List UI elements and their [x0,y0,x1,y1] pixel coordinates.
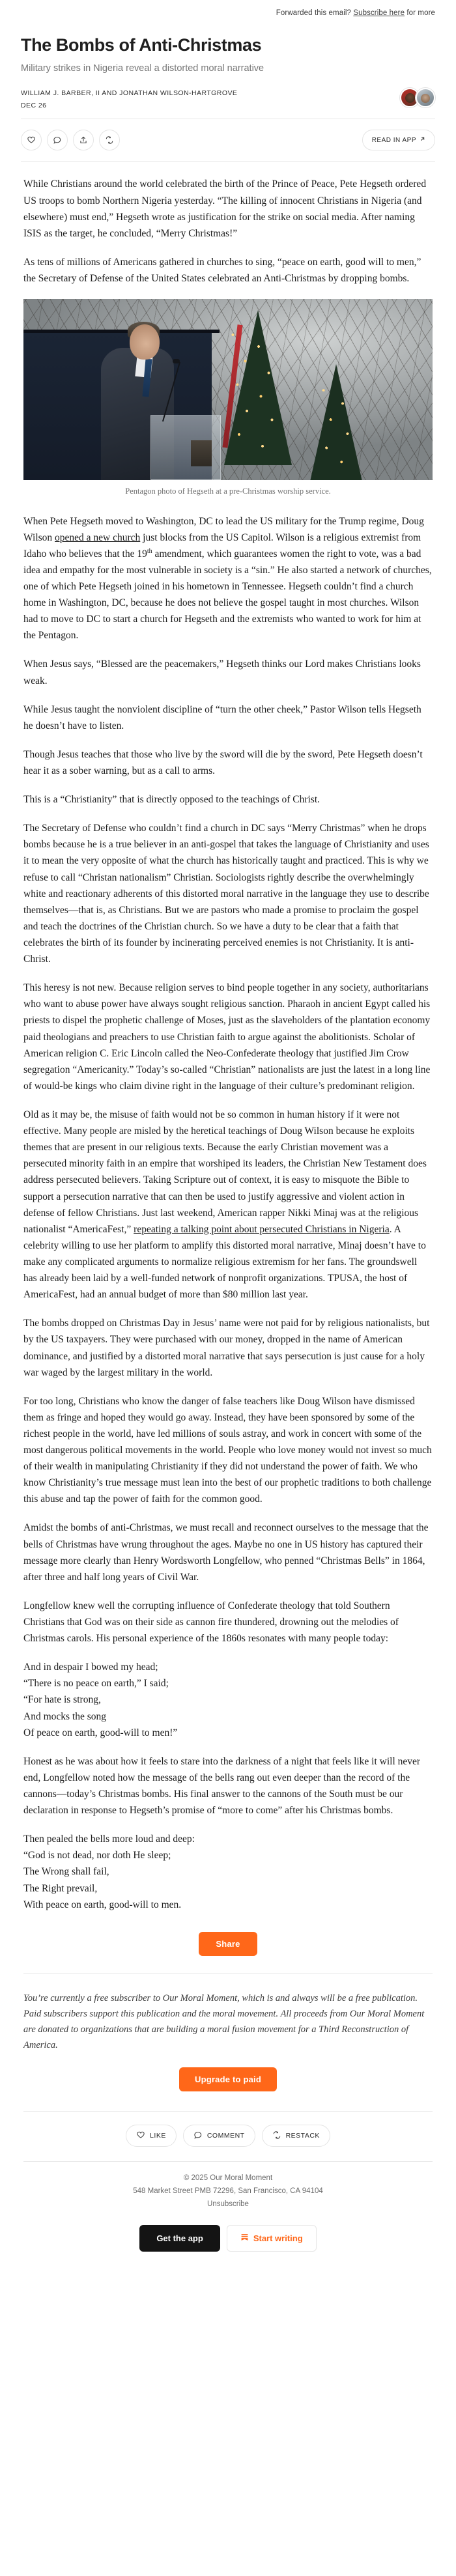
read-in-app-button[interactable] [362,130,435,150]
poem-line: “God is not dead, nor doth He sleep; [23,1850,171,1861]
footer-action-bar [0,2112,456,2161]
post-subtitle: Military strikes in Nigeria reveal a distorted moral narrative [21,63,264,74]
post-action-bar [0,119,456,161]
ordinal-superscript: th [147,547,152,555]
masthead [0,17,456,119]
byline-authors: WILLIAM J. BARBER, II AND JONATHAN WILSON-HARTGROVE [21,89,238,98]
byline-date: DEC 26 [21,102,47,110]
share-cta-row [23,1925,433,1973]
poem-line: With peace on earth, good-will to men. [23,1899,182,1910]
author-avatars [400,88,435,107]
footer-cta-row [0,2211,456,2269]
paragraph: The bombs dropped on Christmas Day in Jesus’ name were not paid for by religious nationalists, but by the US taxpayers. They were purchased with our money, dropped in the name of American dominance, and justified by a distorted moral narrative that says persecution is just cause for a holy war waged by the largest military in the world. [23,1318,430,1378]
poem-line: Then pealed the bells more loud and deep: [23,1833,195,1845]
share-button[interactable] [73,130,94,150]
footer-like-label: LIKE [150,2132,166,2140]
comment-bubble-icon [193,2130,203,2142]
text-segment: amendment, which guarantees women the right to vote, was a bad idea and empathy for the most vulnerable in society is a “sin.” He also started a network of churches, one of which Pete Hegseth joined in his hometown in Tennessee. Hegseth couldn’t find a church home in Washington, DC, because he does not believe the gospel taught in most churches. Wilson had to move to DC to start a church for Hegseth and the extremists who wanted to work for him at the Pentagon. [23,548,432,642]
paragraph: This heresy is not new. Because religion serves to bind people together in any society, authoritarians who want to abuse power have always sought religious sanction. Pharaoh in ancient Egypt called his priests to dispel the prophetic challenge of Moses, just as the slaveholders of the plantation economy paid theologians and preachers to use Christian faith to argue against the abolitionists. Scholar of American religion C. Eric Lincoln called the Neo-Confederate theology that justified Jim Crow segregation “Americanity.” Today’s so-called “Christian” nationalists are just the latest in a long line of would-be kings who claim divine right in the language of their culture’s predominant religion. [23,982,431,1092]
upgrade-to-paid-button[interactable]: Upgrade to paid [179,2067,277,2091]
poem-line: The Wrong shall fail, [23,1866,109,1878]
footer-meta [23,2161,433,2211]
poem-stanza-two [23,1831,433,1913]
copyright-line: © 2025 Our Moral Moment [183,2174,273,2183]
heart-icon [27,135,36,145]
figure-caption: Pentagon photo of Hegseth at a pre-Christmas worship service. [125,487,331,496]
forwarded-email-bar [0,0,456,17]
footer-comment-label: COMMENT [207,2132,245,2140]
read-in-app-label: READ IN APP [371,136,416,144]
paragraph-with-link [23,513,433,644]
restack-button[interactable] [99,130,120,150]
paragraph: While Jesus taught the nonviolent discipline of “turn the other cheek,” Pastor Wilson tells Hegseth he doesn’t have to listen. [23,703,421,731]
restack-icon [272,2130,281,2142]
external-link-arrow-icon [420,136,425,144]
poem-line: The Right prevail, [23,1882,98,1894]
page-title: The Bombs of Anti-Christmas [21,35,262,55]
paragraph: Though Jesus teaches that those who live by the sword will die by the sword, Pete Hegseth doesn’t hear it as a sober warning, but as a call to arms. [23,748,423,776]
start-writing-button[interactable] [227,2225,317,2252]
footer-restack-button[interactable] [262,2125,330,2147]
text-segment: Old as it may be, the misuse of faith would not be so common in human history if it were not effective. Many people are misled by the heretical teachings of Doug Wilson because he exploits themes that are present in our religious texts. Because the early Christian movement was a persecuted minority faith in an empire that worshiped its leaders, the Christian New Testament does address persecuted believers. Taking Scripture out of context, it is easy to misquote the Bible to support a persecution narrative that can then be used to justify aggressive and violent action in defense of fellow Christians. Just last weekend, American rapper Nikki Minaj was at the religious nationalist “AmericaFest,” [23,1109,427,1235]
persecuted-christians-link[interactable]: repeating a talking point about persecuted Christians in Nigeria [134,1223,390,1235]
subscriber-note [0,1974,456,2094]
text-segment: just blocks from the US Capitol. Wilson is a religious extremist from Idaho who believes that the 19 [23,531,421,559]
share-cta-button[interactable]: Share [199,1932,257,1956]
text-segment: When Pete Hegseth moved to Washington, DC to lead the US military for the Trump regime, Doug Wilson [23,515,424,543]
paragraph: As tens of millions of Americans gathered in churches to sing, “peace on earth, good will to men,” the Secretary of Defense of the United States celebrated an Anti-Christmas by dropping bombs. [23,256,421,284]
footer-like-button[interactable] [126,2125,177,2147]
share-arrow-icon [79,135,88,145]
poem-line: And mocks the song [23,1710,107,1722]
subscribe-here-link[interactable]: Subscribe here [353,9,405,17]
forwarded-text-after: for more [406,9,435,17]
footer-comment-button[interactable] [183,2125,255,2147]
paragraph: Longfellow knew well the corrupting influence of Confederate theology that told Southern Christians that God was on their side as cannon fire thundered, drowning out the melodies of Christmas carols. His personal experience of the 1860s resonates with many people today: [23,1600,399,1645]
poem-stanza-one [23,1659,433,1741]
start-writing-label: Start writing [253,2233,303,2244]
address-line: 548 Market Street PMB 72296, San Francisco, CA 94104 [133,2187,323,2195]
upgrade-cta-row [23,2053,433,2094]
paragraph: Honest as he was about how it feels to stare into the darkness of a night that feels like it will never end, Longfellow noted how the message of the bells rang out even deeper than the record of the cannons—today’s Christmas bombs. His final answer to the cannons of the South must be our declaration in response to Hegseth’s promise of “more to come” after his Christmas bombs. [23,1755,421,1817]
article-body [0,162,456,1972]
hegseth-worship-photo [23,299,433,480]
subscriber-note-text: You’re currently a free subscriber to Our Moral Moment, which is and always will be a free publication. Paid subscribers support this publication and the moral movement. All proceeds from Our Moral Moment are donated to organizations that are building a moral fusion movement for a Third Reconstruction of America. [23,1992,425,2050]
paragraph: While Christians around the world celebrated the birth of the Prince of Peace, Pete Hegseth ordered US troops to bomb Northern Nigeria yesterday. “The killing of innocent Christians in Nigeria (and elsewhere) must end,” Hegseth wrote as justification for the strike on social media. After naming ISIS as the target, he concluded, “Merry Christmas!” [23,178,427,239]
poem-line: “For hate is strong, [23,1694,101,1706]
poem-line: “There is no peace on earth,” I said; [23,1678,169,1690]
paragraph: Amidst the bombs of anti-Christmas, we must recall and reconnect ourselves to the message that the bells of Christmas have wrung throughout the ages. Maybe no one in US history has captured their message more clearly than Henry Wordsworth Longfellow, who penned “Christmas Bells” in 1864, after three and half long years of Civil War. [23,1522,429,1583]
opened-a-new-church-link[interactable]: opened a new church [55,531,141,543]
forwarded-text-before: Forwarded this email? [276,9,352,17]
comment-button[interactable] [47,130,68,150]
substack-bookmark-icon [240,2233,249,2244]
article-figure [23,299,433,498]
text-segment: . A celebrity willing to use her platform to amplify this distorted moral narrative, Minaj doesn’t have to make any complicated arguments to normalize religious extremism for her fans. The groundswell has already been laid by a well-funded network of nonprofit organizations. TPUSA, the host of AmericaFest, had an annual budget of more than $80 million last year. [23,1223,426,1301]
heart-icon [136,2130,145,2142]
byline [21,88,435,119]
paragraph: When Jesus says, “Blessed are the peacemakers,” Hegseth thinks our Lord makes Christians looks weak. [23,658,421,686]
comment-bubble-icon [53,135,62,145]
paragraph: This is a “Christianity” that is directly opposed to the teachings of Christ. [23,794,321,806]
footer-restack-label: RESTACK [285,2132,320,2140]
restack-icon [105,135,114,145]
unsubscribe-link[interactable]: Unsubscribe [207,2200,249,2208]
get-the-app-button[interactable]: Get the app [139,2225,220,2252]
paragraph: The Secretary of Defense who couldn’t find a church in DC says “Merry Christmas” when he drops bombs because he is a true believer in an anti-gospel that takes the language of Christianity and uses it to mean the very opposite of what the church has historically taught and practiced. This is why we refuse to call “Christan nationalism” Christian. Sociologists rightly describe the overwhelmingly white and reactionary adherents of this distorted moral narrative in the language they use to describe themselves—that is, as Christians. But we are pastors who made a promise to proclaim the gospel and teach the doctrines of the Christian church. So we have a duty to be clear that a faith that celebrates the birth of its founder by incinerating perceived enemies is not Christianity. It is anti-Christ. [23,823,429,965]
paragraph-with-link [23,1107,433,1303]
paragraph: For too long, Christians who know the danger of false teachers like Doug Wilson have dismissed them as fringe and hoped they would go away. Instead, they have been sponsored by some of the richest people in the world, have led millions of souls astray, and work in concert with some of the most dangerous political movements in the world. People who love money would not invest so much of their wealth in manipulating Christianity if they did not understand the power of faith. We who know Christianity’s true message must lean into the best of our prophetic traditions to both challenge this abuse and tap the power of faith for the common good. [23,1395,432,1505]
like-button[interactable] [21,130,42,150]
poem-line: And in despair I bowed my head; [23,1662,158,1673]
poem-line: Of peace on earth, good-will to men!” [23,1727,178,1738]
avatar [416,88,435,107]
